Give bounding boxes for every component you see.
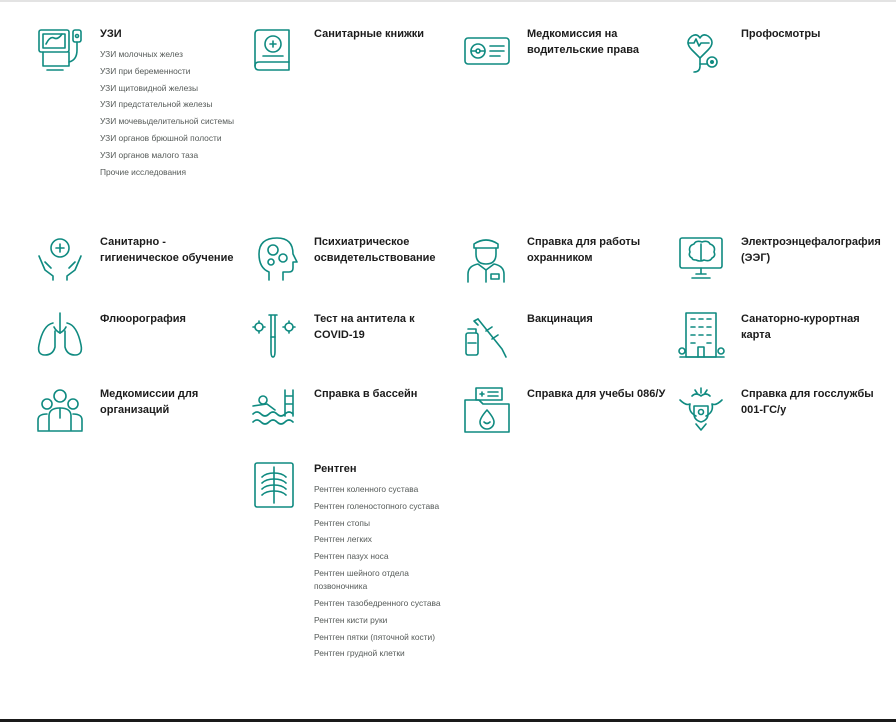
stethoscope-heart-icon[interactable] <box>678 26 728 76</box>
service-title[interactable]: Санаторно-курортная карта <box>741 313 860 341</box>
service-title[interactable]: Справка в бассейн <box>314 388 418 400</box>
list-item[interactable]: УЗИ молочных желез <box>100 49 183 59</box>
list-item[interactable]: Рентген коленного сустава <box>314 484 419 494</box>
service-title[interactable]: Рентген <box>314 463 357 475</box>
security-guard-icon[interactable] <box>464 234 514 284</box>
medical-book-icon[interactable] <box>251 26 301 76</box>
service-title[interactable]: Профосмотры <box>741 28 821 40</box>
list-item[interactable]: УЗИ предстательной железы <box>100 99 213 110</box>
list-item[interactable]: УЗИ щитовидной железы <box>100 82 199 93</box>
group-people-icon[interactable] <box>37 386 87 436</box>
list-item[interactable]: Прочие исследования <box>100 166 186 177</box>
list-item[interactable]: Рентген пятки (пяточной кости) <box>314 631 436 642</box>
list-item[interactable]: УЗИ органов брюшной полости <box>100 132 222 143</box>
service-title[interactable]: Медкомиссия на водительские права <box>527 28 639 56</box>
service-title[interactable]: Справка для работы охранником <box>527 236 641 264</box>
service-title[interactable]: Электроэнцефалография (ЭЭГ) <box>741 236 881 264</box>
test-tube-virus-icon[interactable] <box>251 311 301 361</box>
list-item[interactable]: Рентген легких <box>314 534 372 545</box>
driver-license-icon[interactable] <box>464 26 514 76</box>
hands-medical-cross-icon[interactable] <box>37 234 87 284</box>
medical-folder-icon[interactable] <box>464 386 514 436</box>
list-item[interactable]: Рентген грудной клетки <box>314 648 405 659</box>
service-title[interactable]: Справка для госслужбы 001-ГС/у <box>741 388 874 416</box>
list-item[interactable]: Рентген кисти руки <box>314 614 388 625</box>
swimmer-pool-icon[interactable] <box>251 386 301 436</box>
service-title[interactable]: Вакцинация <box>527 313 593 325</box>
sanatorium-building-icon[interactable] <box>678 311 728 361</box>
syringe-vial-icon[interactable] <box>464 311 514 361</box>
list-item[interactable]: Рентген стопы <box>314 517 370 528</box>
uzi-subitems-list <box>100 48 240 179</box>
double-eagle-emblem-icon[interactable] <box>678 386 728 436</box>
service-title[interactable]: Флюорография <box>100 313 186 325</box>
lungs-icon[interactable] <box>37 311 87 361</box>
list-item[interactable]: Рентген пазух носа <box>314 551 389 562</box>
service-title[interactable]: Психиатрическое освидетельствование <box>314 236 436 264</box>
xray-chest-icon[interactable] <box>251 461 301 511</box>
list-item[interactable]: Рентген голеностопного сустава <box>314 500 440 511</box>
ultrasound-machine-icon[interactable] <box>37 26 87 76</box>
head-gears-icon[interactable] <box>251 234 301 284</box>
service-title[interactable]: Санитарные книжки <box>314 28 425 40</box>
top-divider <box>0 0 896 2</box>
list-item[interactable]: УЗИ при беременности <box>100 65 191 76</box>
brain-monitor-icon[interactable] <box>678 234 728 284</box>
xray-subitems-list <box>314 483 454 661</box>
service-title[interactable]: Справка для учебы 086/У <box>527 388 666 400</box>
service-title[interactable]: УЗИ <box>100 28 122 40</box>
list-item[interactable]: Рентген шейного отдела позвоночника <box>314 567 409 592</box>
list-item[interactable]: Рентген тазобедренного сустава <box>314 597 441 608</box>
list-item[interactable]: УЗИ органов малого таза <box>100 149 199 160</box>
service-title[interactable]: Санитарно - гигиеническое обучение <box>100 236 234 264</box>
service-title[interactable]: Тест на антитела к COVID-19 <box>314 313 415 341</box>
service-title[interactable]: Медкомиссии для организаций <box>100 388 199 416</box>
list-item[interactable]: УЗИ мочевыделительной системы <box>100 116 234 127</box>
